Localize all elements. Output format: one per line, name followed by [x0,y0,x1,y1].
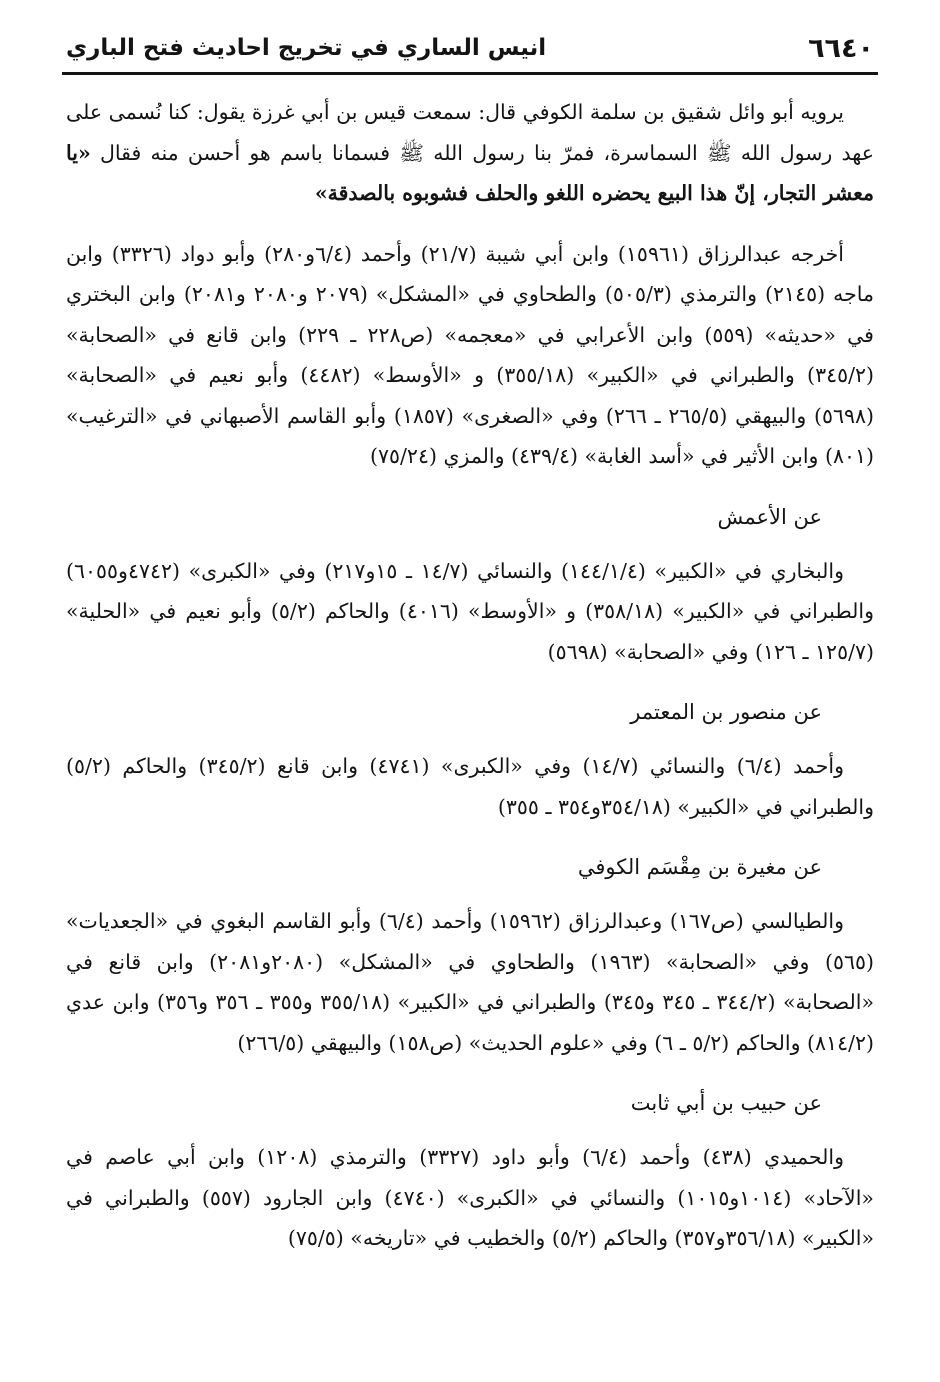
page-number: ٦٦٤٠ [808,32,874,64]
takhrij-paragraph [66,551,874,673]
narrator-heading: عن مغيرة بن مِقْسَم الكوفي [577,855,822,879]
running-title: انيس الساري في تخريج احاديث فتح الباري [66,35,547,61]
narrator-heading: عن الأعمش [717,504,822,529]
takhrij-paragraph [66,1137,874,1259]
header-rule [62,72,878,75]
takhrij-text: وأحمد (٦/٤) والنسائي (١٤/٧) وفي «الكبرى» (٤٧٤١) وابن قانع (٣٤٥/٢) والحاكم (٥/٢) والطبراني في «الكبير» (٣٥٤/١٨و٣٥٤ ـ ٣٥٥) [66,754,874,819]
takhrij-text: والطيالسي (ص١٦٧) وعبدالرزاق (١٥٩٦٢) وأحمد (٦/٤) وأبو القاسم البغوي في «الجعديات» (٥٦٥) وفي «الصحابة» (١٩٦٣) والطحاوي في «المشكل» (٢٠٨٠و٢٠٨١) وابن قانع في «الصحابة» (٣٤٤/٢ ـ ٣٤٥ و٣٤٥) والطبراني في «الكبير» (٣٥٥/١٨ و٣٥٥ ـ ٣٥٦ و٣٥٦) وابن عدي (٨١٤/٢) والحاكم (٥/٢ ـ ٦) وفي «علوم الحديث» (ص١٥٨) والبيهقي (٢٦٦/٥) [66,909,874,1055]
hadith-intro [66,92,874,214]
takhrij-text: والحميدي (٤٣٨) وأحمد (٦/٤) وأبو داود (٣٣٢٧) والترمذي (١٢٠٨) وابن أبي عاصم في «الآحاد» (١٠١٤و١٠١٥) والنسائي في «الكبرى» (٤٧٤٠) وابن الجارود (٥٥٧) والطبراني في «الكبير» (٣٥٦/١٨و٣٥٧) والحاكم (٥/٢) والخطيب في «تاريخه» (٧٥/٥) [66,1145,874,1250]
prophetic-quote: «يا معشر التجار، إنّ هذا البيع يحضره اللغو والحلف فشوبوه بالصدقة» [66,140,874,205]
narrator-heading: عن حبيب بن أبي ثابت [630,1091,822,1115]
page-body [66,92,874,1279]
takhrij-paragraph [66,234,874,477]
takhrij-paragraph [66,901,874,1063]
takhrij-text: أخرجه عبدالرزاق (١٥٩٦١) وابن أبي شيبة (٢١/٧) وأحمد (٦/٤و٢٨٠) وأبو دواد (٣٣٢٦) وابن ماجه (٢١٤٥) والترمذي (٥٠٥/٣) والطحاوي في «المشكل» (٢٠٧٩ و٢٠٨٠ و٢٠٨١) وابن البختري في «حديثه» (٥٥٩) وابن الأعرابي في «معجمه» (ص٢٢٨ ـ ٢٢٩) وابن قانع في «الصحابة» (٣٤٥/٢) والطبراني في «الكبير» (٣٥٥/١٨) و «الأوسط» (٤٤٨٢) وأبو نعيم في «الصحابة» (٥٦٩٨) والبيهقي (٢٦٥/٥ ـ ٢٦٦) وفي «الصغرى» (١٨٥٧) وأبو القاسم الأصبهاني في «الترغيب» (٨٠١) وابن الأثير في «أسد الغابة» (٤٣٩/٤) والمزي (٧٥/٢٤) [66,241,875,468]
takhrij-text: والبخاري في «الكبير» (١٤٤/١/٤) والنسائي (١٤/٧ ـ ١٥و٢١٧) وفي «الكبرى» (٤٧٤٢و٦٠٥٥) والطبراني في «الكبير» (٣٥٨/١٨) و «الأوسط» (٤٠١٦) والحاكم (٥/٢) وأبو نعيم في «الحلية» (١٢٥/٧ ـ ١٢٦) وفي «الصحابة» (٥٦٩٨) [66,558,875,664]
page-header [66,28,874,68]
intro-text: يرويه أبو وائل شقيق بن سلمة الكوفي قال: سمعت قيس بن أبي غرزة يقول: كنا نُسمى على عهد رسول الله ﷺ السماسرة، فمرّ بنا رسول الله ﷺ فسمانا باسم هو أحسن منه فقال [66,100,874,165]
narrator-heading: عن منصور بن المعتمر [630,700,822,724]
takhrij-paragraph [66,746,874,827]
